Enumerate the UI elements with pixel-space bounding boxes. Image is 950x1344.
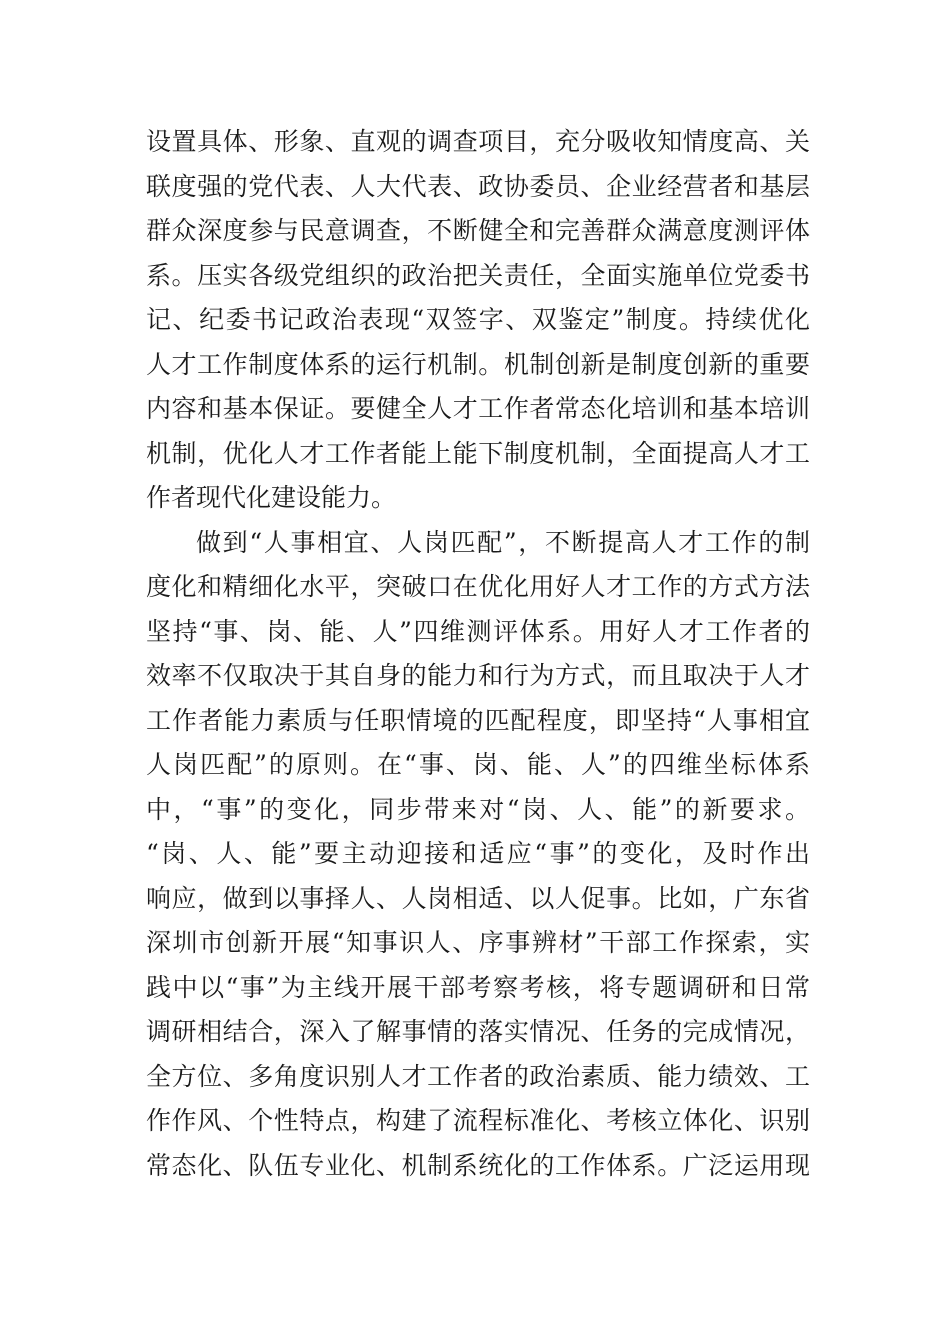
text-line: 人岗匹配”的原则。在“事、岗、能、人”的四维坐标体系 — [146, 750, 810, 779]
paragraph — [146, 521, 810, 1189]
text-line: 响应，做到以事择人、人岗相适、以人促事。比如，广东省 — [146, 883, 810, 913]
text-line: 中，“事”的变化，同步带来对“岗、人、能”的新要求。 — [146, 794, 810, 824]
paragraph — [146, 120, 810, 521]
text-line: 记、纪委书记政治表现“双签字、双鉴定”制度。持续优化 — [146, 305, 810, 334]
body-text — [146, 120, 810, 1188]
text-line: 群众深度参与民意调查，不断健全和完善群众满意度测评体 — [146, 216, 810, 245]
text-line: 度化和精细化水平，突破口在优化用好人才工作的方式方法 — [146, 572, 810, 601]
text-line: 常态化、队伍专业化、机制系统化的工作体系。广泛运用现 — [146, 1150, 810, 1180]
text-line: 调研相结合，深入了解事情的落实情况、任务的完成情况， — [146, 1017, 810, 1046]
text-line: 联度强的党代表、人大代表、政协委员、企业经营者和基层 — [146, 171, 810, 201]
text-line: “岗、人、能”要主动迎接和适应“事”的变化，及时作出 — [146, 839, 810, 868]
text-line: 作作风、个性特点，构建了流程标准化、考核立体化、识别 — [146, 1106, 810, 1135]
text-line: 内容和基本保证。要健全人才工作者常态化培训和基本培训 — [146, 394, 810, 423]
text-line: 设置具体、形象、直观的调查项目，充分吸收知情度高、关 — [146, 127, 810, 156]
text-line: 坚持“事、岗、能、人”四维测评体系。用好人才工作者的 — [146, 616, 810, 646]
text-line: 人才工作制度体系的运行机制。机制创新是制度创新的重要 — [146, 349, 810, 379]
text-line: 作者现代化建设能力。 — [146, 483, 397, 512]
text-line: 深圳市创新开展“知事识人、序事辨材”干部工作探索，实 — [146, 928, 810, 957]
text-line: 全方位、多角度识别人才工作者的政治素质、能力绩效、工 — [146, 1061, 810, 1091]
text-line: 机制，优化人才工作者能上能下制度机制，全面提高人才工 — [146, 438, 810, 468]
text-line: 践中以“事”为主线开展干部考察考核，将专题调研和日常 — [146, 972, 810, 1002]
text-line: 效率不仅取决于其自身的能力和行为方式，而且取决于人才 — [146, 661, 810, 690]
text-line: 系。压实各级党组织的政治把关责任，全面实施单位党委书 — [146, 260, 810, 290]
text-line: 做到“人事相宜、人岗匹配”，不断提高人才工作的制 — [196, 527, 810, 557]
text-line: 工作者能力素质与任职情境的匹配程度，即坚持“人事相宜 — [146, 705, 810, 735]
